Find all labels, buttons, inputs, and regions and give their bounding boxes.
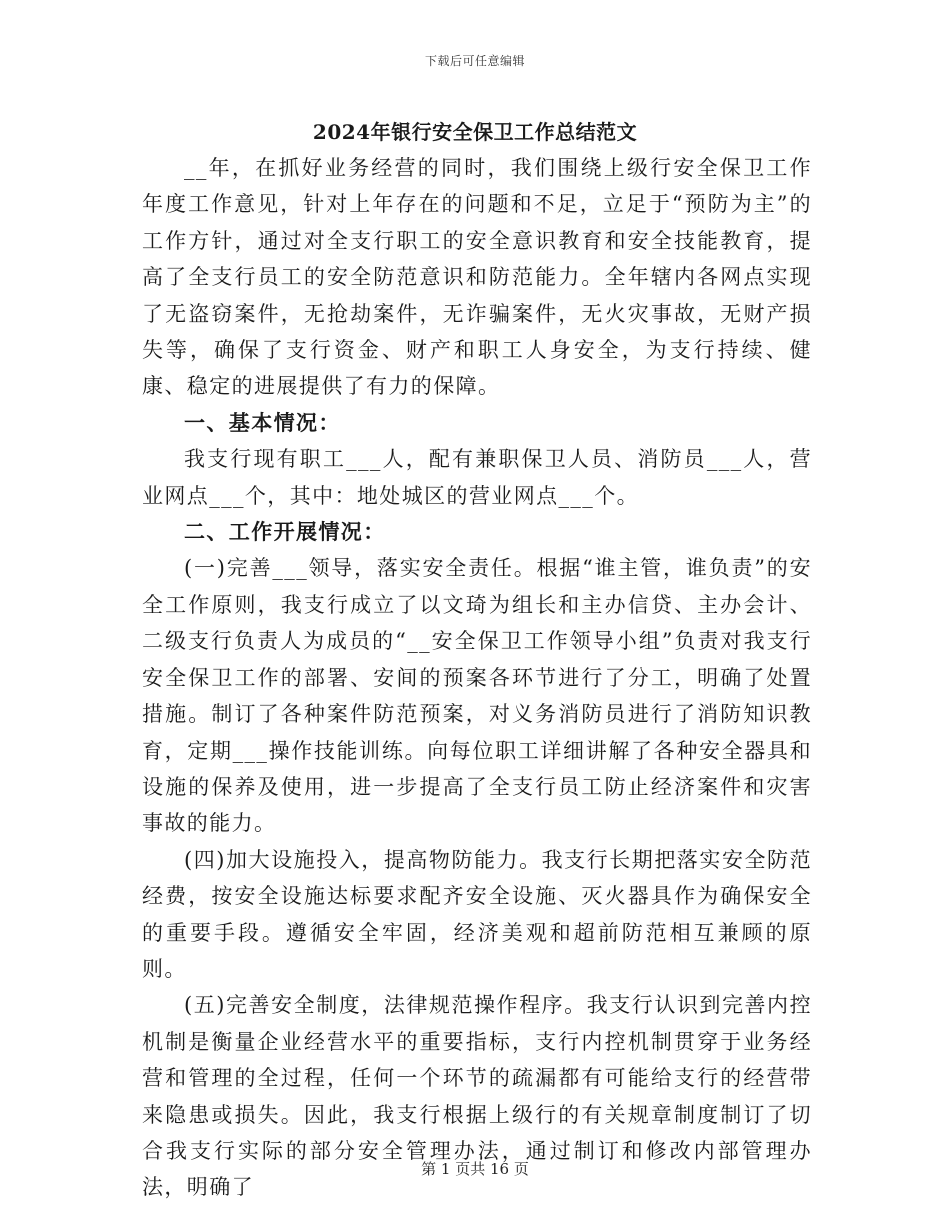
work-item-1-paragraph: (一)完善___领导，落实安全责任。根据“谁主管，谁负责”的安全工作原则，我支行成立了以文琦为组长和主办信贷、主办会计、二级支行负责人为成员的“__安全保卫工作领导小组”负责对我支行安全保卫工作的部署、安间的预案各环节进行了分工，明确了处置措施。制订了各种案件防范预案，对义务消防员进行了消防知识教育，定期___操作技能训练。向每位职工详细讲解了各种安全器具和设施的保养及使用，进一步提高了全支行员工防止经济案件和灾害事故的能力。	[142, 556, 812, 836]
section-heading-basic: 一、基本情况：	[184, 409, 341, 435]
document-body	[142, 150, 812, 1206]
section-heading-work: 二、工作开展情况：	[184, 519, 386, 545]
document-title: 2024年银行安全保卫工作总结范文	[312, 120, 638, 144]
basic-info-paragraph: 我支行现有职工___人，配有兼职保卫人员、消防员___人，营业网点___个，其中：地处城区的营业网点___个。	[142, 447, 812, 508]
work-item-4-paragraph: (四)加大设施投入，提高物防能力。我支行长期把落实安全防范经费，按安全设施达标要求配齐安全设施、灭火器具作为确保安全的重要手段。遵循安全牢固，经济美观和超前防范相互兼顾的原则。	[142, 847, 812, 981]
work-item-5-paragraph: (五)完善安全制度，法律规范操作程序。我支行认识到完善内控机制是衡量企业经营水平的重要指标，支行内控机制贯穿于业务经营和管理的全过程，任何一个环节的疏漏都有可能给支行的经营带来隐患或损失。因此，我支行根据上级行的有关规章制度制订了切合我支行实际的部分安全管理办法，通过制订和修改内部管理办法，明确了	[142, 993, 812, 1200]
intro-paragraph: __年，在抓好业务经营的同时，我们围绕上级行安全保卫工作年度工作意见，针对上年存在的问题和不足，立足于“预防为主”的工作方针，通过对全支行职工的安全意识教育和安全技能教育，提高了全支行员工的安全防范意识和防范能力。全年辖内各网点实现了无盗窃案件，无抢劫案件，无诈骗案件，无火灾事故，无财产损失等，确保了支行资金、财产和职工人身安全，为支行持续、健康、稳定的进展提供了有力的保障。	[142, 156, 812, 399]
page-number: 第 1 页共 16 页	[421, 1160, 529, 1178]
download-note: 下载后可任意编辑	[424, 54, 525, 68]
